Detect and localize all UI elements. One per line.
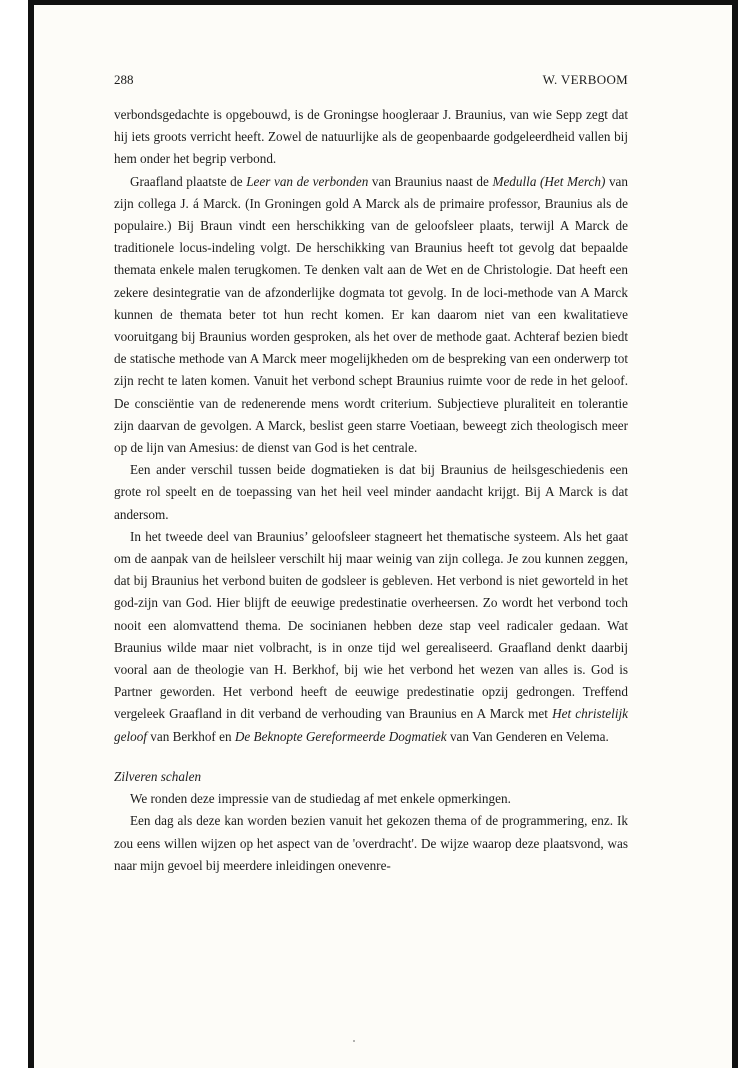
title-beknopte-gereformeerde-dogmatiek: De Beknopte Gereformeerde Dogmatiek bbox=[234, 728, 447, 744]
paragraph-3: Een ander verschil tussen beide dogmatieken is dat bij Braunius de heilsgeschiedenis een grote rol speelt en de toepassing van het heil veel minder aandacht krijgt. Bij A Marck is dat andersom. bbox=[114, 462, 628, 522]
paragraph-6: Een dag als deze kan worden bezien vanuit het gekozen thema of de programmering, enz. Ik zou eens willen wijzen op het aspect van de 'overdracht'. De wijze waarop deze plaatsvond, was naar mijn gevoel bij meerdere inleidingen onevenre- bbox=[114, 813, 628, 873]
paragraph-4-mid: van Berkhof en bbox=[146, 728, 235, 744]
paragraph-2-mid: van Braunius naast de bbox=[368, 173, 493, 189]
page-number: 288 bbox=[114, 72, 134, 87]
paragraph-4 bbox=[114, 526, 628, 748]
paragraph-2-rest: van zijn collega J. á Marck. (In Groningen gold A Marck als de primaire professor, Braunius als de populaire.) Bij Braun vindt een herschikking van de geloofsleer plaats, terwijl A Marck de traditionele locus-indeling volgt. De herschikking van Braunius heeft tot gevolg dat bepaalde themata enkele malen terugkomen. Te denken valt aan de Wet en de Christologie. Dat heeft een zekere desintegratie van de afzonderlijke dogmata tot gevolg. In de loci-methode van A Marck kunnen de themata beter tot hun recht komen. Er kan daarom niet van een kwalitatieve vooruitgang bij Braunius worden gesproken, als het over de methode gaat. Achteraf bezien biedt de statische methode van A Marck meer mogelijkheden om de bespreking van een onderwerp tot zijn recht te laten komen. Vanuit het verbond schept Braunius ruimte voor de rede in het geloof. De consciëntie van de redenerende mens wordt criterium. Subjectieve pluraliteit en tolerantie zijn daarvan de gevolgen. A Marck, beslist geen starre Voetiaan, beweegt zich theologisch meer op de lijn van Amesius: de dienst van God is het centrale. bbox=[114, 173, 628, 456]
paragraph-1: verbondsgedachte is opgebouwd, is de Groningse hoogleraar J. Braunius, van wie Sepp zegt dat hij iets groots verricht heeft. Zowel de natuurlijke als de geopenbaarde godgeleerdheid vallen bij hem onder het begrip verbond. bbox=[114, 107, 628, 167]
paragraph-4-start: In het tweede deel van Braunius’ geloofsleer stagneert het thematische systeem. Als het gaat om de aanpak van de heilsleer verschilt hij maar weinig van zijn collega. Je zou kunnen zeggen, dat bij Braunius het verbond buiten de godsleer is gebleven. Het verbond is niet geworteld in het god-zijn van God. Hier blijft de eeuwige predestinatie overheersen. Zo wordt het verbond toch nooit een alomvattend thema. De socinianen hebben deze stap veel radicaler gedaan. Wat Braunius wilde maar niet volbracht, is in onze tijd wel gerealiseerd. Graafland denkt daarbij vooral aan de theologie van H. Berkhof, bij wie het verbond het wezen van alles is. God is Partner geworden. Het verbond heeft de eeuwige predestinatie opzij gedrongen. Treffend vergeleek Graafland in dit verband de verhouding van Braunius en A Marck met bbox=[114, 528, 628, 722]
title-het-christelijk-geloof: Het christelijk geloof bbox=[114, 706, 628, 744]
scan-edge-right bbox=[732, 0, 738, 1068]
scan-speck bbox=[353, 1040, 355, 1042]
paragraph-2-start: Graafland plaatste de bbox=[130, 173, 247, 189]
running-head-author: W. VERBOOM bbox=[542, 72, 628, 87]
paragraph-2 bbox=[114, 171, 628, 460]
section-heading-wrapper bbox=[114, 766, 628, 788]
body-text bbox=[114, 104, 628, 877]
title-leer-van-de-verbonden: Leer van de verbonden bbox=[246, 173, 369, 189]
section-heading: Zilveren schalen bbox=[114, 768, 202, 784]
paragraph-5: We ronden deze impressie van de studiedag af met enkele opmerkingen. bbox=[130, 791, 511, 807]
title-medulla: Medulla (Het Merch) bbox=[492, 173, 606, 189]
paragraph-4-rest: van Van Genderen en Velema. bbox=[446, 728, 609, 744]
